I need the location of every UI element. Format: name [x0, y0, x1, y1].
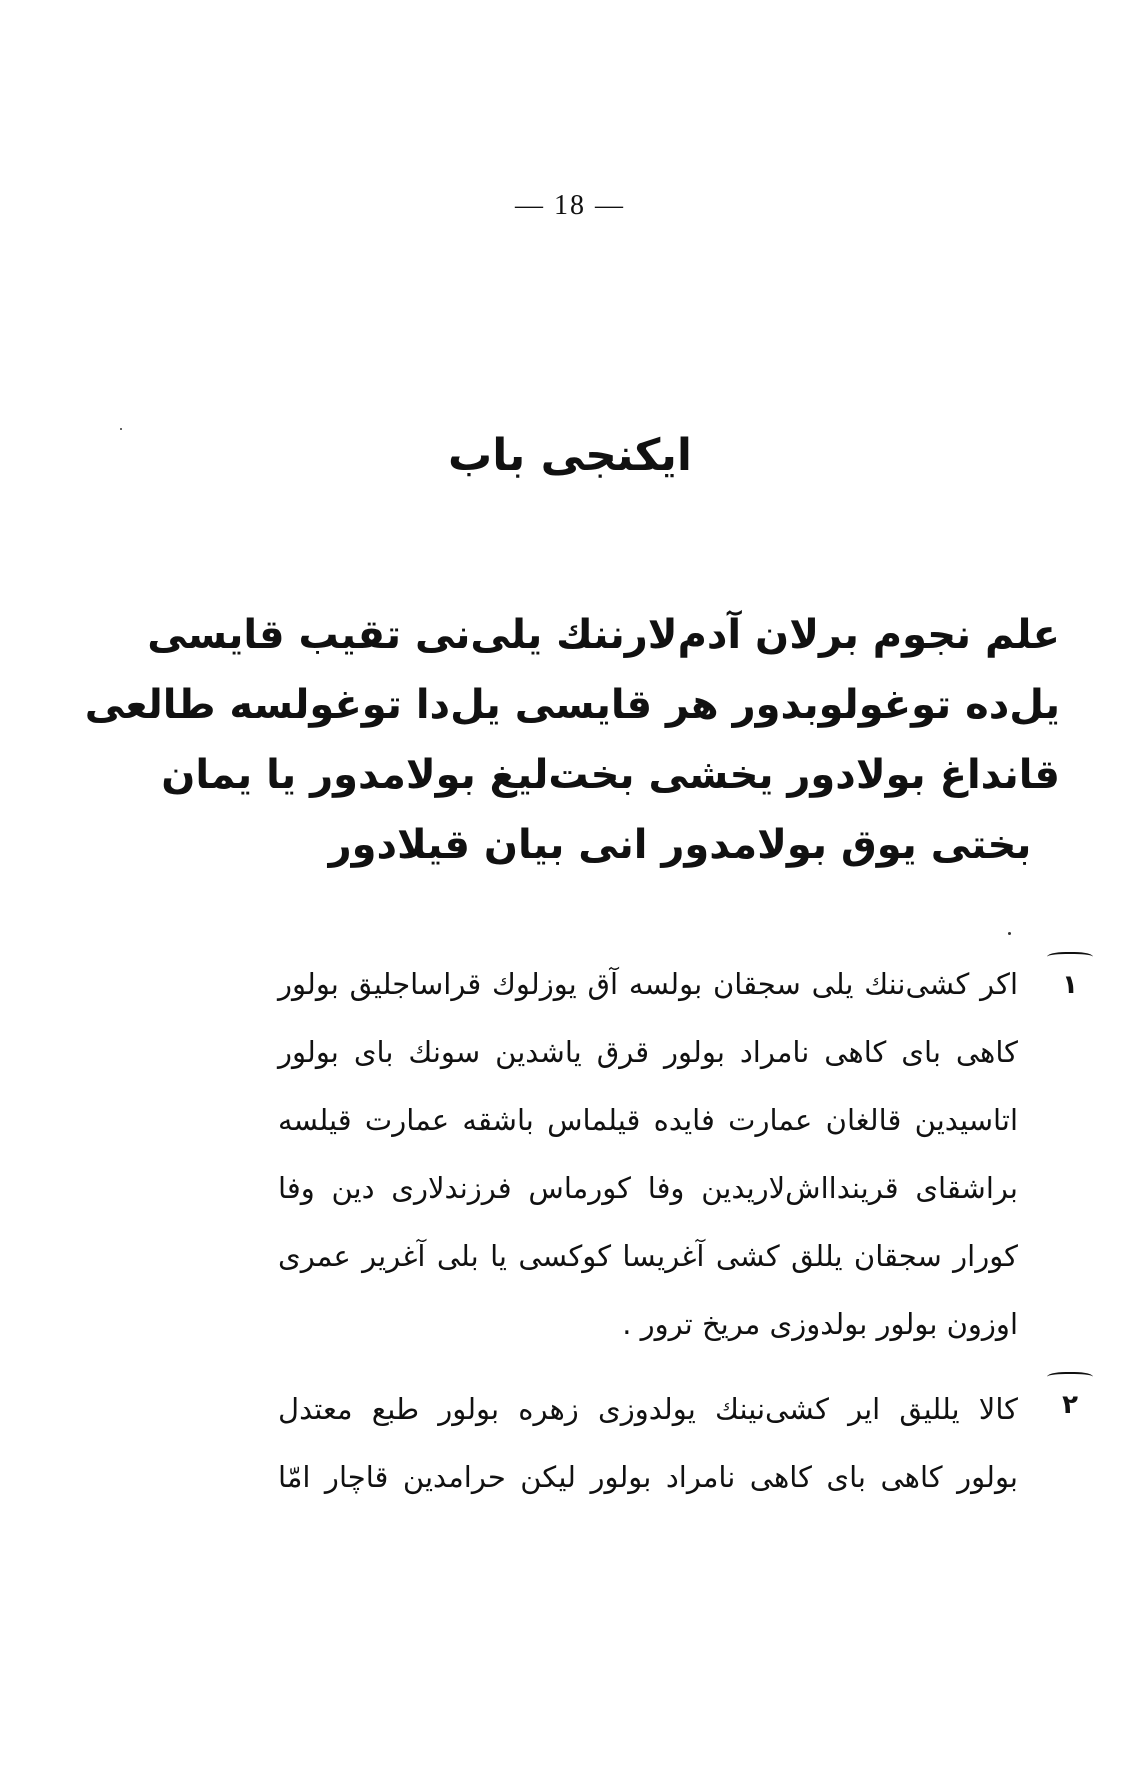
paragraph-line: اوزون بولور بولدوزی مریخ ترور .	[622, 1307, 1018, 1341]
paragraph-marker	[1040, 952, 1100, 1000]
paragraph-number: ۱	[1062, 970, 1078, 1000]
paragraph-line: براشقای قریندااش‌لاریدین وفا کورماس فرزندلاری دین وفا	[278, 1171, 1018, 1205]
page-number: — 18 —	[515, 190, 625, 221]
marker-tick	[1047, 952, 1093, 964]
paragraph-line: کالا یللیق ایر کشی‌نینك یولدوزی زهره بولور طبع معتدل	[278, 1392, 1018, 1426]
heading-line: بختی یوق بولامدور انی بیان قیلادور	[328, 822, 1032, 868]
paragraph-line: کورار سجقان یللق کشی آغریسا کوکسی یا بلی آغریر عمری	[278, 1239, 1018, 1273]
paragraph-line: اکر کشی‌ننك یلی سجقان بولسه آق یوزلوك قراساجلیق بولور	[278, 967, 1018, 1001]
paragraph-line: بولور کاهی بای کاهی نامراد بولور لیکن حرامدین قاچار امّا	[278, 1460, 1018, 1494]
paper-speck	[120, 428, 122, 430]
paragraph-line: اتاسیدین قالغان عمارت فایده قیلماس باشقه عمارت قیلسه	[278, 1103, 1018, 1137]
paragraph	[278, 950, 1018, 1358]
paragraph-number: ۲	[1062, 1390, 1078, 1420]
heading-line: قانداغ بولادور یخشی بخت‌لیغ بولامدور یا یمان	[161, 752, 1060, 798]
heading-line: علم نجوم برلان آدم‌لارننك یلی‌نی تقیب قایسی	[147, 612, 1060, 658]
paragraph	[278, 1375, 1018, 1511]
paragraph-marker	[1040, 1372, 1100, 1420]
paper-speck	[1008, 932, 1011, 935]
marker-tick	[1047, 1372, 1093, 1384]
chapter-heading	[84, 600, 1060, 880]
chapter-title: ایکنجی باب	[448, 430, 692, 481]
paragraph-line: کاهی بای کاهی نامراد بولور قرق یاشدین سونك بای بولور	[278, 1035, 1018, 1069]
heading-line: یل‌ده توغولوبدور هر قایسی یل‌دا توغولسه طالعی	[84, 682, 1060, 728]
